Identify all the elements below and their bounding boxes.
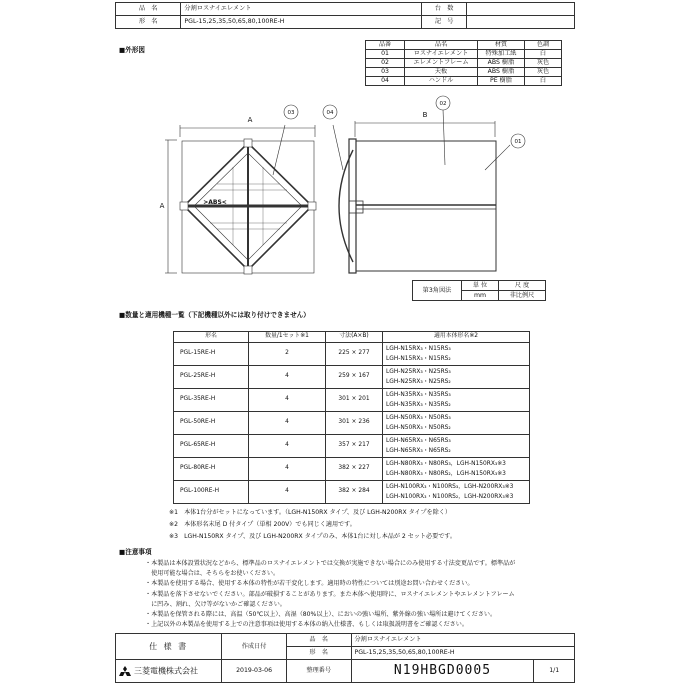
row-applicable: LGH-N65RX₃・N65RS₃ (386, 438, 451, 444)
models-header: 寸法(A×B) (326, 332, 383, 343)
frame-corner (308, 202, 316, 210)
unit-label: 単 位 (462, 281, 499, 291)
title-block (115, 633, 575, 683)
row-applicable: LGH-N35RX₃・N35RS₃ (386, 392, 451, 398)
models-title: ■数量と適用機種一覧（下記機種以外には取り付けできません） (119, 311, 310, 319)
footer-name-label: 品 名 (286, 634, 351, 647)
models-header: 形名 (174, 332, 249, 343)
part-no: 01 (366, 50, 405, 59)
row-model: PGL-25RE-H (174, 366, 249, 389)
parts-header: 品名 (405, 41, 478, 50)
sym-label: 記 号 (421, 16, 466, 29)
parts-header: 品番 (366, 41, 405, 50)
page-no: 1/1 (534, 660, 575, 683)
sym-value (467, 16, 575, 29)
table-row (174, 481, 530, 504)
row-model: PGL-80RE-H (174, 458, 249, 481)
qty-value (467, 3, 575, 16)
frame-corner (244, 266, 252, 274)
part-no: 02 (366, 59, 405, 68)
row-qty: 4 (249, 366, 326, 389)
parts-row (366, 50, 562, 59)
header-table (115, 2, 575, 29)
footer-model-label: 形 名 (286, 647, 351, 660)
part-color: 白 (525, 77, 562, 86)
projection-method: 第3角図法 (413, 281, 462, 301)
models-header: 数量/1セット※1 (249, 332, 326, 343)
caution-line: ・本製品は本体設置状況などから、標準品のロスナイエレメントでは交換が実施できない場合にのみ使用する寸法変更品です。標準品が (145, 560, 516, 567)
part-name: ハンドル (405, 77, 478, 86)
leader-line (485, 145, 510, 170)
leader-line (273, 125, 285, 175)
row-applicable: LGH-N15RX₃・N15RS₂ (386, 356, 451, 362)
row-applicable: LGH-N100RX₃・N100RS₂，LGH-N200RX₃※3 (386, 494, 514, 500)
row-dim: 301 × 201 (326, 389, 383, 412)
part-color: 白 (525, 50, 562, 59)
cautions-title: ■注意事項 (119, 548, 152, 556)
qty-label: 台 数 (421, 3, 466, 16)
table-row (174, 366, 530, 389)
caution-line: 使用可能な場合は、そちらをお使いください。 (145, 570, 280, 577)
row-applicable: LGH-N80RX₃・N80RS₃，LGH-N150RX₃※3 (386, 461, 506, 467)
models-table (173, 331, 530, 504)
part-name: ロスナイエレメント (405, 50, 478, 59)
outline-drawing (115, 95, 575, 275)
table-row (174, 458, 530, 481)
row-model: PGL-100RE-H (174, 481, 249, 504)
company-cell (116, 660, 222, 683)
row-dim: 382 × 227 (326, 458, 383, 481)
row-qty: 2 (249, 343, 326, 366)
scale-value: 非比例尺 (499, 291, 546, 301)
row-applicable: LGH-N50RX₃・N50RS₂ (386, 425, 451, 431)
table-row (174, 389, 530, 412)
abs-mark: >ABS< (203, 199, 227, 206)
model-label: 形 名 (116, 16, 181, 29)
name-value: 分割ロスナイエレメント (181, 3, 422, 16)
frame-corner (244, 139, 252, 147)
caution-line: ・上記以外の本製品を使用する上での注意事項は使用する本体の納入仕様書、もしくは取扱説明書をご確認ください。 (145, 621, 468, 628)
row-applicable: LGH-N80RX₃・N80RS₂，LGH-N150RX₃※3 (386, 471, 506, 477)
part-no: 03 (366, 68, 405, 77)
callout-03-label: 03 (287, 110, 295, 116)
leader-line (443, 109, 445, 165)
table-row (174, 435, 530, 458)
row-dim: 301 × 236 (326, 412, 383, 435)
frame-corner (180, 202, 188, 210)
row-qty: 4 (249, 389, 326, 412)
company-name: 三菱電機株式会社 (134, 666, 198, 675)
projection-table (412, 280, 546, 301)
caution-line: ・本製品を保管される際には、高温（50℃以上）、高湿（80%以上）、においの強い場所、紫外線の強い場所は避けてください。 (145, 611, 497, 618)
part-material: PE 樹脂 (478, 77, 525, 86)
parts-row (366, 77, 562, 86)
row-applicable: LGH-N35RX₃・N35RS₂ (386, 402, 451, 408)
parts-row (366, 68, 562, 77)
caution-line: ・本製品を使用する場合、使用する本体の特性が若干変化します。適用時の特性については別途お問い合わせください。 (145, 580, 474, 587)
model-note: ※2 本体形名末尾 D 付タイプ（単相 200V）でも同じく適用です。 (169, 521, 356, 528)
date-label: 作成日付 (222, 634, 287, 660)
parts-table (365, 40, 562, 86)
callout-04-label: 04 (326, 110, 334, 116)
row-qty: 4 (249, 481, 326, 504)
date-value: 2019-03-06 (222, 660, 287, 683)
row-model: PGL-65RE-H (174, 435, 249, 458)
footer-name-value: 分割ロスナイエレメント (351, 634, 575, 647)
parts-row (366, 59, 562, 68)
row-model: PGL-50RE-H (174, 412, 249, 435)
model-note: ※1 本体1台分がセットになっています。（LGH-N150RX タイプ、及び LGH-N200RX タイプを除く） (169, 509, 451, 516)
name-label: 品 名 (116, 3, 181, 16)
part-color: 灰色 (525, 59, 562, 68)
footer-model-value: PGL-15,25,35,50,65,80,100RE-H (351, 647, 575, 660)
outline-title: ■外形図 (119, 46, 146, 54)
part-no: 04 (366, 77, 405, 86)
element-body (356, 141, 496, 271)
row-dim: 225 × 277 (326, 343, 383, 366)
row-qty: 4 (249, 412, 326, 435)
row-dim: 357 × 217 (326, 435, 383, 458)
row-dim: 382 × 284 (326, 481, 383, 504)
row-qty: 4 (249, 435, 326, 458)
models-header: 適用本体形名※2 (383, 332, 530, 343)
row-applicable: LGH-N15RX₃・N15RS₃ (386, 346, 451, 352)
leader-line (333, 125, 343, 170)
part-material: ABS 樹脂 (478, 68, 525, 77)
part-name: エレメントフレーム (405, 59, 478, 68)
callout-02-label: 02 (439, 101, 447, 107)
dim-a-label: A (159, 202, 165, 210)
spec-label: 仕 様 書 (116, 634, 222, 660)
row-applicable: LGH-N50RX₃・N50RS₃ (386, 415, 451, 421)
side-frame (349, 139, 356, 273)
scale-label: 尺 度 (499, 281, 546, 291)
parts-header: 材質 (478, 41, 525, 50)
caution-line: に凹み、割れ、欠け等がないかご確認ください。 (145, 601, 286, 608)
caution-line: ・本製品を落下させないでください。部品が破損することがあります。また本体へ使用時に、ロスナイエレメントやエレメントフレーム (145, 591, 515, 598)
doc-no: N19HBGD0005 (351, 660, 534, 683)
callout-01-label: 01 (514, 139, 522, 145)
parts-header: 色調 (525, 41, 562, 50)
doc-no-label: 整理番号 (286, 660, 351, 683)
dim-a-label: A (247, 116, 253, 124)
row-dim: 259 × 167 (326, 366, 383, 389)
part-color: 灰色 (525, 68, 562, 77)
row-applicable: LGH-N65RX₃・N65RS₂ (386, 448, 451, 454)
row-qty: 4 (249, 458, 326, 481)
part-material: ABS 樹脂 (478, 59, 525, 68)
model-value: PGL-15,25,35,50,65,80,100RE-H (181, 16, 422, 29)
model-note: ※3 LGH-N150RX タイプ、及び LGH-N200RX タイプのみ、本体1台に対し本品が 2 セット必要です。 (169, 533, 457, 540)
part-material: 特殊加工紙 (478, 50, 525, 59)
unit-value: mm (462, 291, 499, 301)
row-model: PGL-15RE-H (174, 343, 249, 366)
row-applicable: LGH-N100RX₃・N100RS₃，LGH-N200RX₃※3 (386, 484, 514, 490)
table-row (174, 343, 530, 366)
row-model: PGL-35RE-H (174, 389, 249, 412)
handle (339, 150, 353, 262)
part-name: 天板 (405, 68, 478, 77)
dim-b-label: B (422, 111, 428, 119)
table-row (174, 412, 530, 435)
row-applicable: LGH-N25RX₃・N25RS₂ (386, 379, 451, 385)
spec-sheet (115, 0, 575, 690)
mitsubishi-logo-icon (119, 666, 131, 677)
row-applicable: LGH-N25RX₃・N25RS₃ (386, 369, 451, 375)
